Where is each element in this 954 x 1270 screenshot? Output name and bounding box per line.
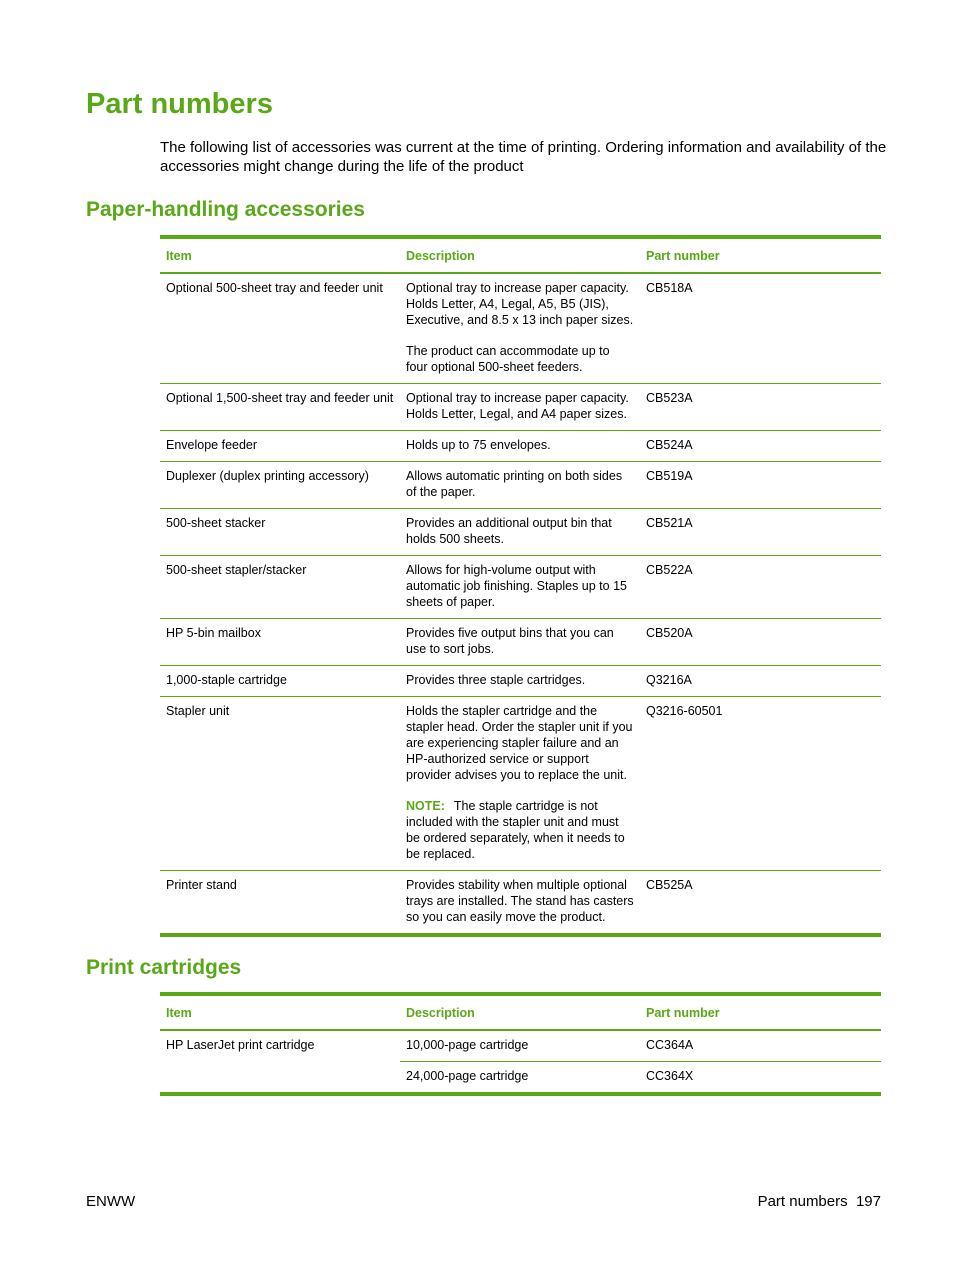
description-paragraph: Allows automatic printing on both sides of the paper. (406, 469, 623, 499)
description-cell (400, 556, 640, 619)
part-number-cell: CB520A (640, 619, 881, 666)
table-row (160, 871, 881, 936)
part-number-cell: CB519A (640, 462, 881, 509)
column-header-description: Description (400, 237, 640, 273)
column-header-item: Item (160, 237, 400, 273)
description-cell (400, 384, 640, 431)
item-cell: HP 5-bin mailbox (160, 619, 400, 666)
description-cell (400, 666, 640, 697)
table-row (160, 666, 881, 697)
footer-section-title: Part numbers (757, 1193, 848, 1210)
intro-paragraph: The following list of accessories was current at the time of printing. Ordering information and availability of the accessories might change during the life of the product (160, 139, 887, 175)
page-title: Part numbers (86, 88, 273, 120)
item-cell: 500-sheet stacker (160, 509, 400, 556)
note-paragraph (406, 798, 634, 862)
description-paragraph: Allows for high-volume output with automatic job finishing. Staples up to 15 sheets of paper. (406, 563, 627, 609)
table-row (160, 431, 881, 462)
part-number-cell: CB518A (640, 273, 881, 384)
part-number-cell: CB524A (640, 431, 881, 462)
print-cartridges-table (160, 992, 881, 1096)
part-number-cell: CB521A (640, 509, 881, 556)
table-header-row (160, 994, 881, 1030)
description-cell (400, 273, 640, 384)
description-cell (400, 431, 640, 462)
table-row (160, 509, 881, 556)
description-paragraph: Optional tray to increase paper capacity. Holds Letter, Legal, and A4 paper sizes. (406, 391, 629, 421)
description-paragraph: Optional tray to increase paper capacity. Holds Letter, A4, Legal, A5, B5 (JIS), Executive, and 8.5 x 13 inch paper sizes. (406, 281, 634, 327)
table-row (160, 697, 881, 871)
item-cell: 1,000-staple cartridge (160, 666, 400, 697)
description-cell (400, 619, 640, 666)
table-row (160, 273, 881, 384)
table-header-row (160, 237, 881, 273)
column-header-item: Item (160, 994, 400, 1030)
item-cell: Optional 1,500-sheet tray and feeder unit (160, 384, 400, 431)
part-number-cell: CB523A (640, 384, 881, 431)
item-cell: Optional 500-sheet tray and feeder unit (160, 273, 400, 384)
paper-handling-table-body (160, 273, 881, 935)
item-cell: Envelope feeder (160, 431, 400, 462)
print-cartridges-heading: Print cartridges (86, 956, 242, 979)
part-number-cell: Q3216-60501 (640, 697, 881, 871)
note-label: NOTE: (406, 799, 445, 813)
description-paragraph: Provides stability when multiple optional trays are installed. The stand has casters so you can easily move the product. (406, 878, 634, 924)
paper-handling-heading: Paper-handling accessories (86, 198, 365, 221)
description-paragraph: Provides five output bins that you can use to sort jobs. (406, 626, 614, 656)
description-cell (400, 697, 640, 871)
table-row (160, 462, 881, 509)
description-cell (400, 462, 640, 509)
footer-left: ENWW (86, 1193, 136, 1210)
column-header-part-number: Part number (640, 994, 881, 1030)
table-row (160, 384, 881, 431)
page-number: 197 (855, 1193, 881, 1210)
table-row (160, 1030, 881, 1062)
part-number-cell: Q3216A (640, 666, 881, 697)
cartridge-description-cell: 24,000-page cartridge (406, 1069, 529, 1083)
description-paragraph: Provides three staple cartridges. (406, 673, 586, 687)
description-paragraph: Provides an additional output bin that holds 500 sheets. (406, 516, 612, 546)
item-cell: 500-sheet stapler/stacker (160, 556, 400, 619)
cartridge-part-number-cell: CC364A (640, 1030, 881, 1062)
item-cell: Duplexer (duplex printing accessory) (160, 462, 400, 509)
item-cell: Printer stand (166, 878, 237, 892)
description-paragraph: Holds the stapler cartridge and the stapler head. Order the stapler unit if you are experiencing stapler failure and an HP-authorized service or support provider advises you to replace the unit. (406, 704, 633, 782)
table-row (160, 619, 881, 666)
part-number-cell: CB522A (640, 556, 881, 619)
description-cell (400, 871, 640, 936)
item-cell: Stapler unit (160, 697, 400, 871)
part-number-cell: CB525A (646, 878, 693, 892)
footer-right (758, 1193, 881, 1210)
cartridge-description-cell: 10,000-page cartridge (400, 1030, 640, 1062)
print-cartridges-table-body (160, 1030, 881, 1094)
paper-handling-table (160, 235, 881, 937)
column-header-description: Description (400, 994, 640, 1030)
table-row (160, 556, 881, 619)
description-cell (400, 509, 640, 556)
description-paragraph: Holds up to 75 envelopes. (406, 438, 551, 452)
cartridge-item-cell: HP LaserJet print cartridge (166, 1038, 315, 1052)
note-text: The staple cartridge is not included with the stapler unit and must be ordered separately, when it needs to be replaced. (406, 799, 625, 861)
description-paragraph: The product can accommodate up to four optional 500-sheet feeders. (406, 344, 610, 374)
column-header-part-number: Part number (640, 237, 881, 273)
cartridge-part-number-cell: CC364X (646, 1069, 694, 1083)
